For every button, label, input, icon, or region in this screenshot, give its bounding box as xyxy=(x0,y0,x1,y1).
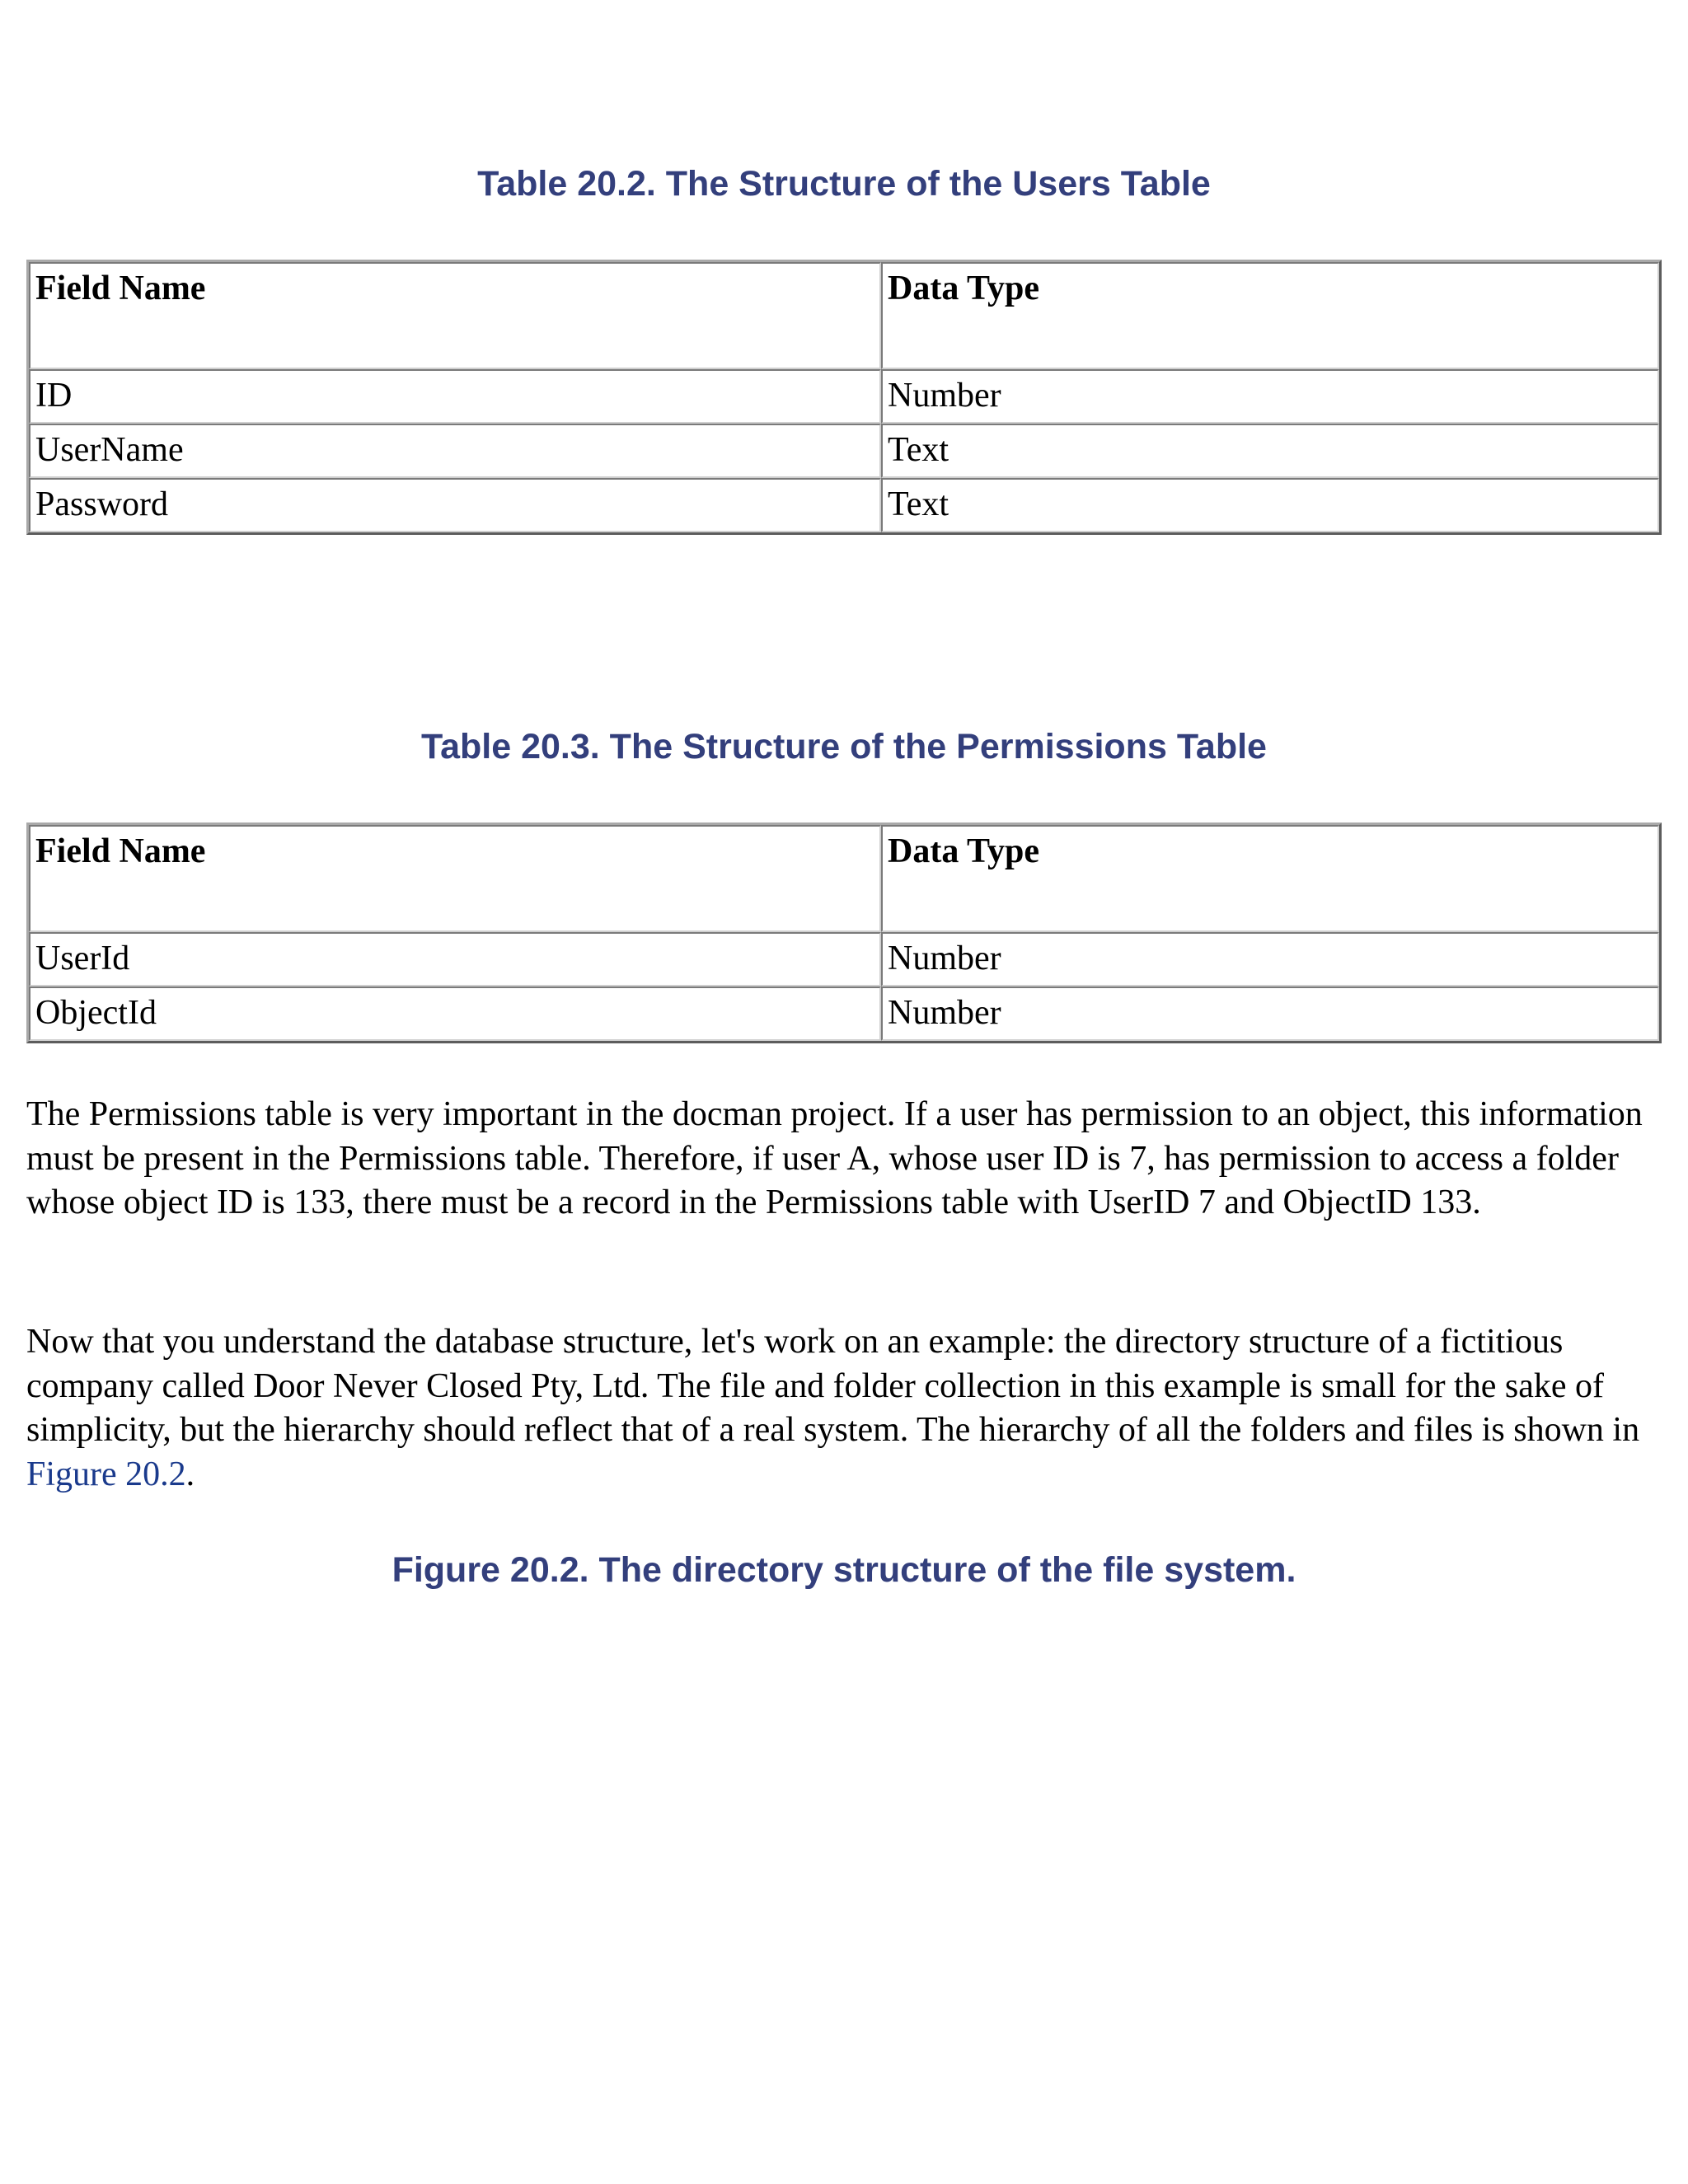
data-type-cell: Number xyxy=(881,987,1659,1041)
permissions-explanation-paragraph: The Permissions table is very important in the docman project. If a user has permission to an object, this information must be present in the Permissions table. Therefore, if user A, whose user ID is 7, has permission to access a folder whose object ID is 133, there must be a record in the Permissions table with UserID 7 and ObjectID 133. xyxy=(26,1095,1643,1221)
column-header-field-name: Field Name xyxy=(29,825,881,932)
column-header-field-name: Field Name xyxy=(29,262,881,369)
figure-caption: Figure 20.2. The directory structure of the file system. xyxy=(392,1550,1296,1590)
users-structure-table xyxy=(26,260,1662,535)
data-type-cell: Text xyxy=(881,424,1659,478)
table-caption-users: Table 20.2. The Structure of the Users Table xyxy=(477,164,1211,204)
table-row xyxy=(29,478,1659,532)
data-type-cell: Number xyxy=(881,369,1659,424)
data-type-cell: Number xyxy=(881,932,1659,987)
table-row xyxy=(29,369,1659,424)
table-header-row xyxy=(29,262,1659,369)
permissions-structure-table xyxy=(26,823,1662,1043)
paragraph-text-end: . xyxy=(185,1455,195,1493)
table-header-row xyxy=(29,825,1659,932)
table-row xyxy=(29,424,1659,478)
field-name-cell: Password xyxy=(29,478,881,532)
field-name-cell: UserId xyxy=(29,932,881,987)
table-row xyxy=(29,932,1659,987)
field-name-cell: UserName xyxy=(29,424,881,478)
table-row xyxy=(29,987,1659,1041)
field-name-cell: ID xyxy=(29,369,881,424)
data-type-cell: Text xyxy=(881,478,1659,532)
paragraph-text: Now that you understand the database structure, let's work on an example: the directory structure of a fictitious company called Door Never Closed Pty, Ltd. The file and folder collection in this example is small for the sake of simplicity, but the hierarchy should reflect that of a real system. The hierarchy of all the folders and files is shown in xyxy=(26,1323,1640,1449)
figure-20-2-link[interactable]: Figure 20.2 xyxy=(26,1455,186,1493)
column-header-data-type: Data Type xyxy=(881,825,1659,932)
example-intro-paragraph xyxy=(26,1320,1662,1497)
column-header-data-type: Data Type xyxy=(881,262,1659,369)
table-caption-permissions: Table 20.3. The Structure of the Permissions Table xyxy=(421,727,1267,766)
field-name-cell: ObjectId xyxy=(29,987,881,1041)
